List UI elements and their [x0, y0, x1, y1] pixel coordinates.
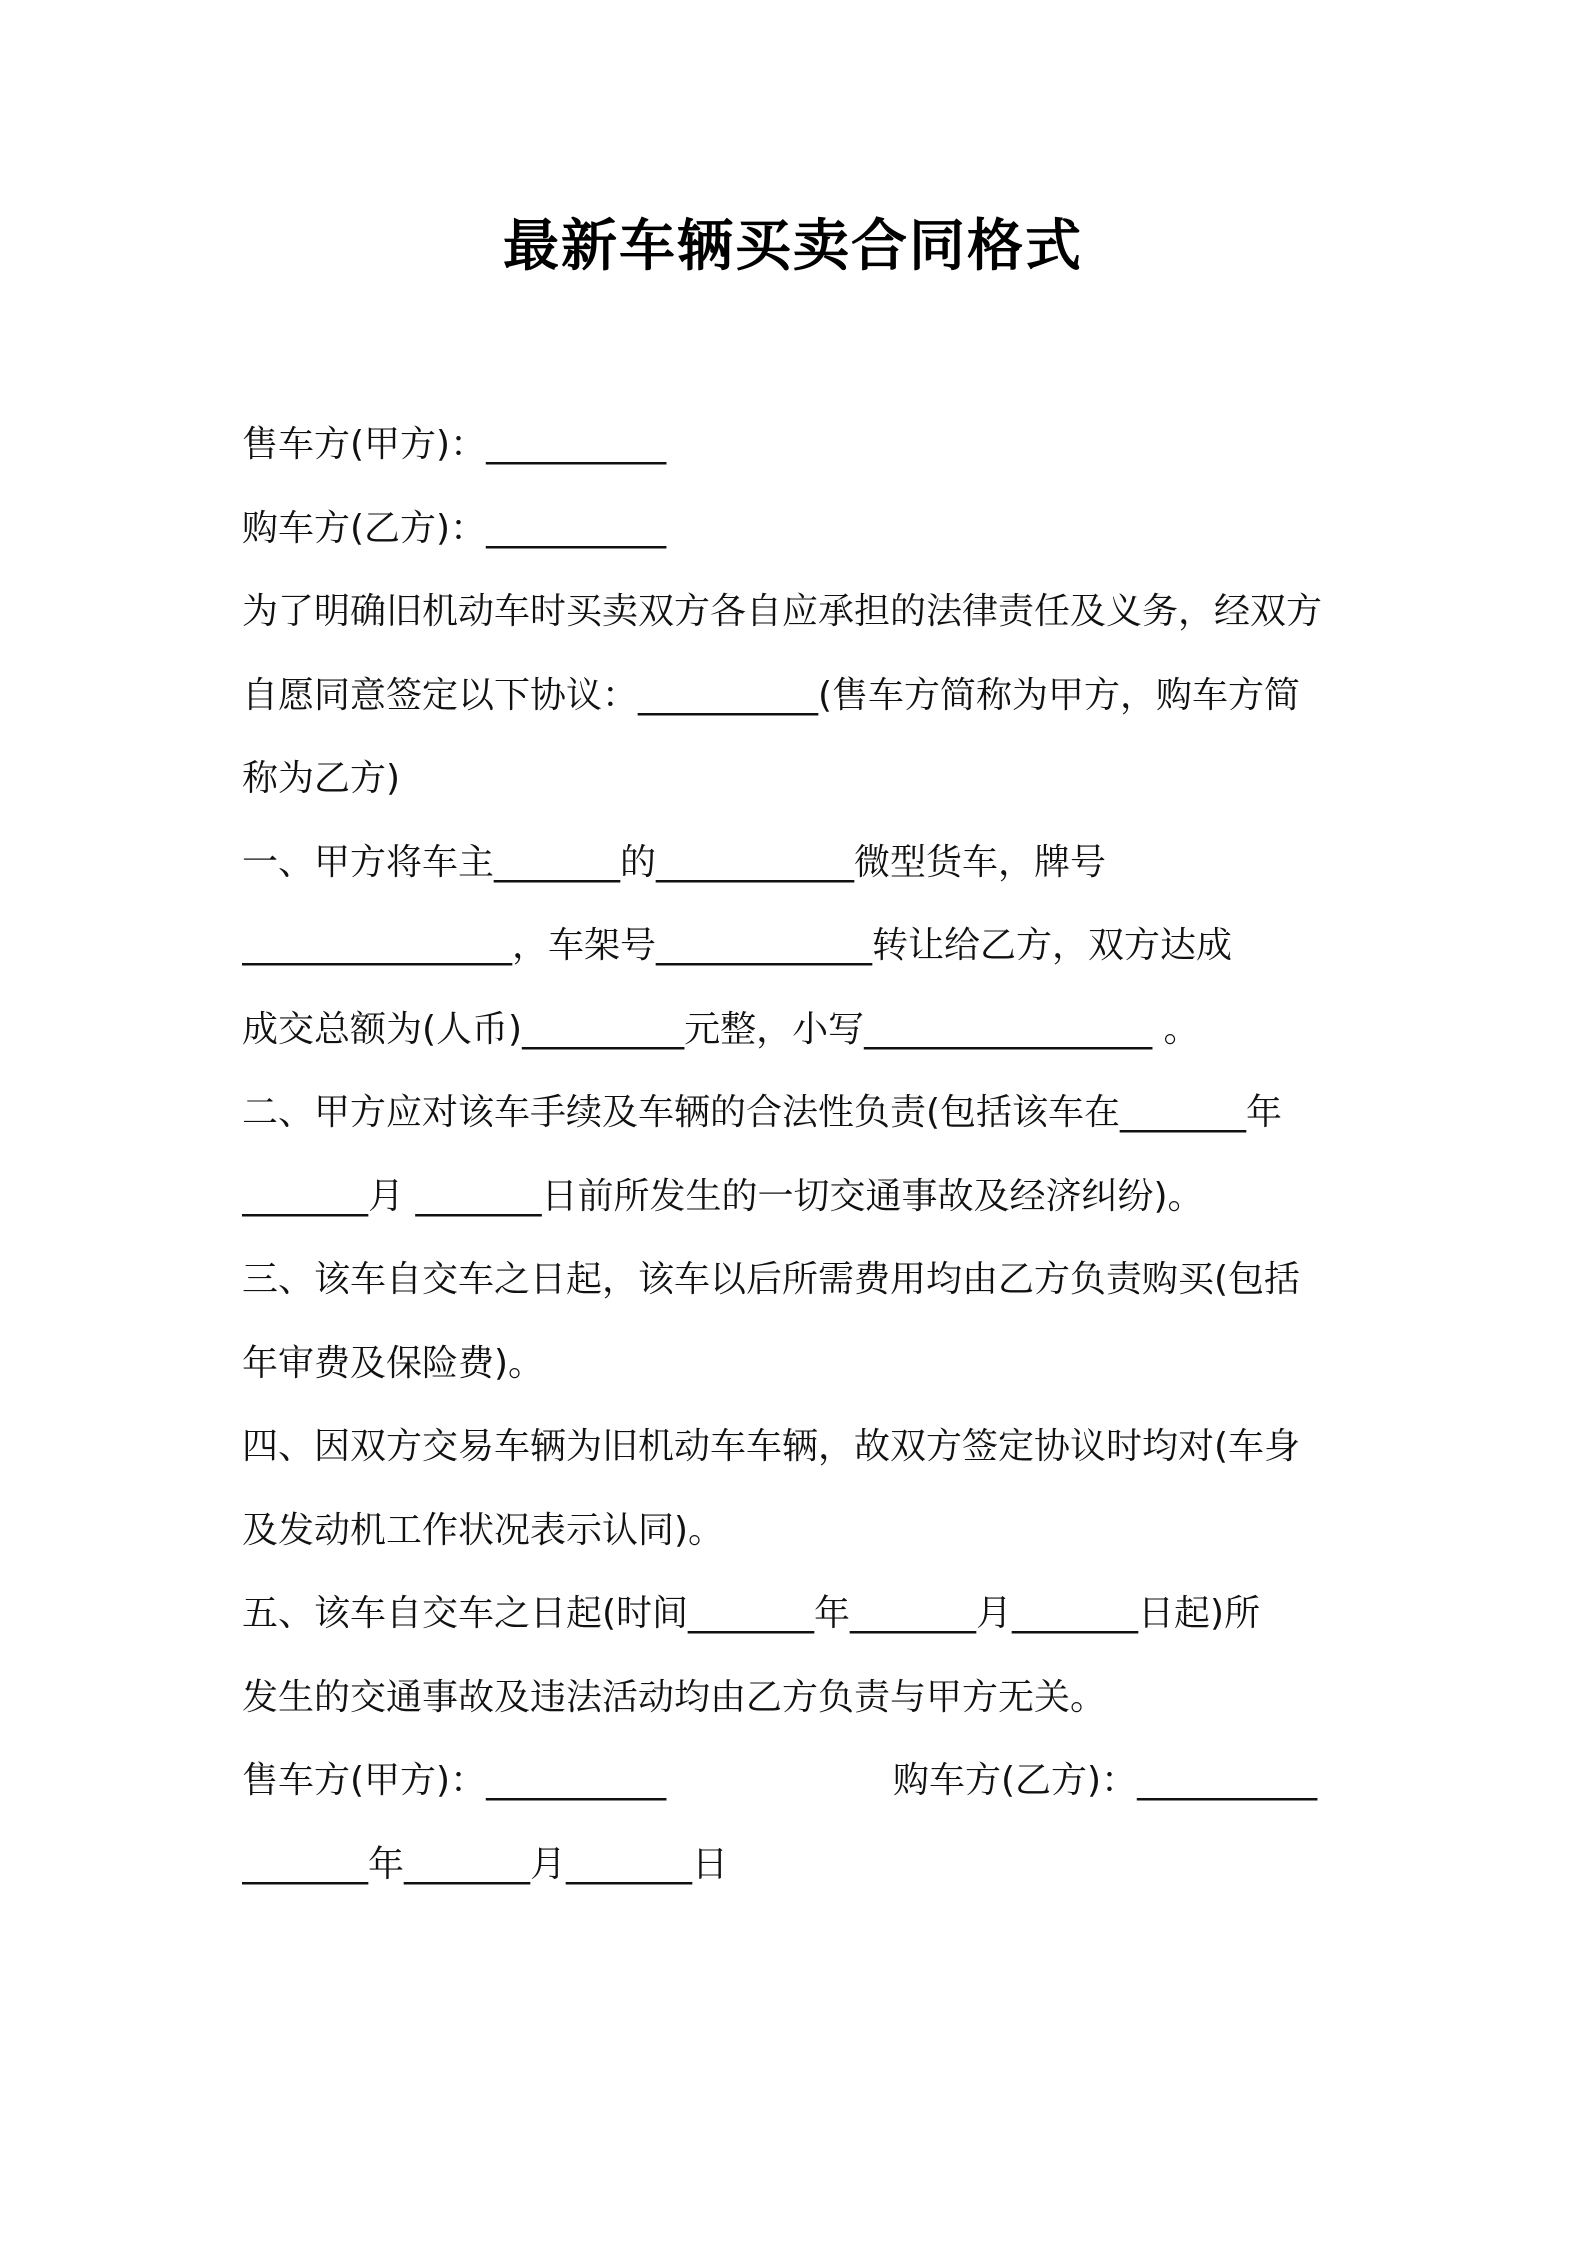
- buyer-line: 购车方(乙方)：__________: [242, 507, 667, 549]
- clause-2-line-2: _______月 _______日前所发生的一切交通事故及经济纠纷)。: [242, 1175, 1204, 1217]
- clause-3-line-1: 三、该车自交车之日起，该车以后所需费用均由乙方负责购买(包括: [242, 1259, 1301, 1300]
- document-body: [242, 403, 1352, 1906]
- intro-line-1: 为了明确旧机动车时买卖双方各自应承担的法律责任及义务，经双方: [242, 591, 1323, 632]
- clause-4-line-2: 及发动机工作状况表示认同)。: [242, 1509, 725, 1551]
- clause-5-line-1: 五、该车自交车之日起(时间_______年_______月_______日起)所: [242, 1593, 1261, 1634]
- intro-line-3: 称为乙方): [242, 758, 401, 799]
- signature-row: [242, 1739, 1352, 1823]
- clause-1-line-3: 成交总额为(人币)_________元整，小写________________ 。: [242, 1008, 1200, 1050]
- clause-2-line-1: 二、甲方应对该车手续及车辆的合法性负责(包括该车在_______年: [242, 1092, 1283, 1133]
- intro-line-2: 自愿同意签定以下协议：__________(售车方简称为甲方，购车方简: [242, 674, 1301, 716]
- clause-1-line-1: 一、甲方将车主_______的___________微型货车，牌号: [242, 841, 1107, 883]
- buyer-signature: 购车方(乙方)：__________: [893, 1760, 1318, 1801]
- seller-line: 售车方(甲方)：__________: [242, 424, 667, 465]
- clause-5-line-2: 发生的交通事故及违法活动均由乙方负责与甲方无关。: [242, 1676, 1107, 1718]
- clause-1-line-2: _______________，车架号____________转让给乙方，双方达成: [242, 925, 1233, 966]
- seller-signature: 售车方(甲方)：__________: [242, 1760, 667, 1801]
- clause-3-line-2: 年审费及保险费)。: [242, 1342, 545, 1384]
- date-line: _______年_______月_______日: [242, 1843, 728, 1885]
- clause-4-line-1: 四、因双方交易车辆为旧机动车车辆，故双方签定协议时均对(车身: [242, 1426, 1301, 1467]
- document-title: 最新车辆买卖合同格式: [503, 214, 1083, 279]
